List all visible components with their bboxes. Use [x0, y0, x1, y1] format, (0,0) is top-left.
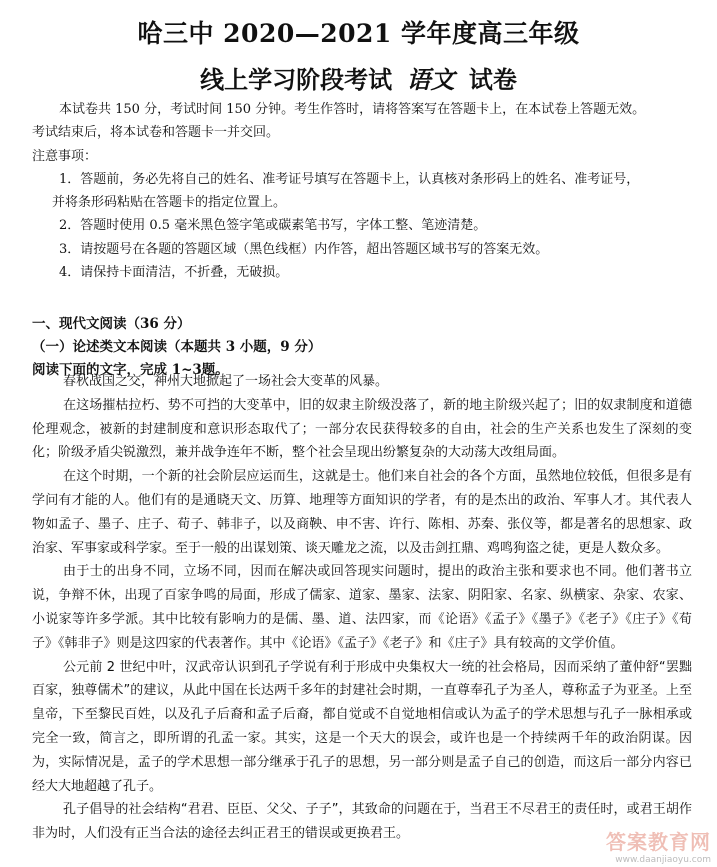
- passage-paragraph: 在这个时期，一个新的社会阶层应运而生，这就是士。他们来自社会的各个方面，虽然地位较低，但很多是有学问有才能的人。他们有的是通晓天文、历算、地理等方面知识的学者，有的是杰出的政治、军事人才。其代表人物如孟子、墨子、庄子、荀子、韩非子，以及商鞅、申不害、许行、陈相、苏秦、张仪等，都是著名的思想家、政治家、军事家或科学家。至于一般的出谋划策、谈天雕龙之流，以及击剑扛鼎、鸡鸣狗盗之徒，更是人数众多。: [32, 469, 692, 556]
- note-3: 3．请按题号在各题的答题区域（黑色线框）内作答，超出答题区域书写的答案无效。: [59, 241, 549, 257]
- passage-paragraph: 孔子倡导的社会结构“君君、臣臣、父父、子子”，其致命的问题在于，当君王不尽君王的责任时，或君王胡作非为时，人们没有正当合法的途径去纠正君王的错误或更换君王。: [32, 802, 692, 842]
- exam-subtitle: [0, 60, 717, 95]
- notes-heading: 注意事项：: [32, 148, 98, 164]
- reading-prompt: 阅读下面的文字，完成 1~3题。: [32, 362, 229, 378]
- passage-paragraph: 在这场摧枯拉朽、势不可挡的大变革中，旧的奴隶主阶级没落了，新的地主阶级兴起了；旧的奴隶制度和道德伦理观念，被新的封建制度和意识形态取代了；一部分农民获得较多的自由，社会的生产关系也发生了深刻的变化；阶级矛盾尖锐激烈，兼并战争连年不断，整个社会呈现出纷繁复杂的大动荡大改组局面。: [32, 397, 692, 461]
- subtitle-post: 试卷: [468, 65, 517, 94]
- exam-title: 哈三中 2020—2021 学年度高三年级: [137, 19, 580, 48]
- intro-line-1: 本试卷共 150 分，考试时间 150 分钟。考生作答时，请将答案写在答题卡上，在本试卷上答题无效。: [59, 102, 646, 117]
- part-heading: 一、现代文阅读（36 分）: [32, 316, 191, 332]
- note-2: 2．答题时使用 0.5 毫米黑色签字笔或碳素笔书写，字体工整、笔迹清楚。: [59, 218, 487, 234]
- watermark-text: 答案教育网: [606, 830, 711, 854]
- passage-paragraph: 公元前 2 世纪中叶，汉武帝认识到孔子学说有利于形成中央集权大一统的社会格局，因而采纳了董仲舒“罢黜百家，独尊儒术”的建议，从此中国在长达两千多年的封建社会时期，一直尊奉孔子为圣人，尊称孟子为亚圣。上至皇帝，下至黎民百姓，以及孔子后裔和孟子后裔，都自觉或不自觉地相信或认为孟子的学术思想与孔子一脉相承或完全一致，简言之，即所谓的孔孟一家。其实，这是一个天大的误会，或许也是一个持续两千年的政治阴谋。因为，实际情况是，孟子的学术思想一部分继承于孔子的思想，另一部分则是孟子自己的创造，而这后一部分内容已经大大地超越了孔子。: [32, 659, 692, 794]
- watermark-url: www.daanjiaoyu.com: [615, 855, 711, 865]
- passage-paragraph: 春秋战国之交，神州大地掀起了一场社会大变革的风暴。: [63, 374, 389, 389]
- note-1b: 并将条形码粘贴在答题卡的指定位置上。: [52, 195, 287, 211]
- passage-paragraph: 由于士的出身不同，立场不同，因而在解决或回答现实问题时，提出的政治主张和要求也不同。他们著书立说，争辩不休，出现了百家争鸣的局面，形成了儒家、道家、墨家、法家、阴阳家、名家、纵横家、杂家、农家、小说家等许多学派。其中比较有影响力的是儒、墨、道、法四家，而《论语》《孟子》《墨子》《老子》《庄子》《荀子》《韩非子》则是这四家的代表著作。其中《论语》《孟子》《老子》和《庄子》具有较高的文学价值。: [32, 564, 692, 651]
- subject-label: 语文: [406, 65, 455, 94]
- subtitle-pre: 线上学习阶段考试: [200, 65, 393, 94]
- site-watermark: [606, 826, 711, 865]
- instructions: [32, 98, 692, 284]
- reading-passage: [32, 368, 692, 846]
- subpart-heading: （一）论述类文本阅读（本题共 3 小题，9 分）: [32, 339, 322, 355]
- intro-line-2: 考试结束后，将本试卷和答题卡一并交回。: [32, 125, 280, 141]
- note-4: 4．请保持卡面清洁，不折叠，无破损。: [59, 265, 289, 281]
- note-1a: 1．答题前，务必先将自己的姓名、准考证号填写在答题卡上，认真核对条形码上的姓名、准考证号，: [59, 171, 640, 187]
